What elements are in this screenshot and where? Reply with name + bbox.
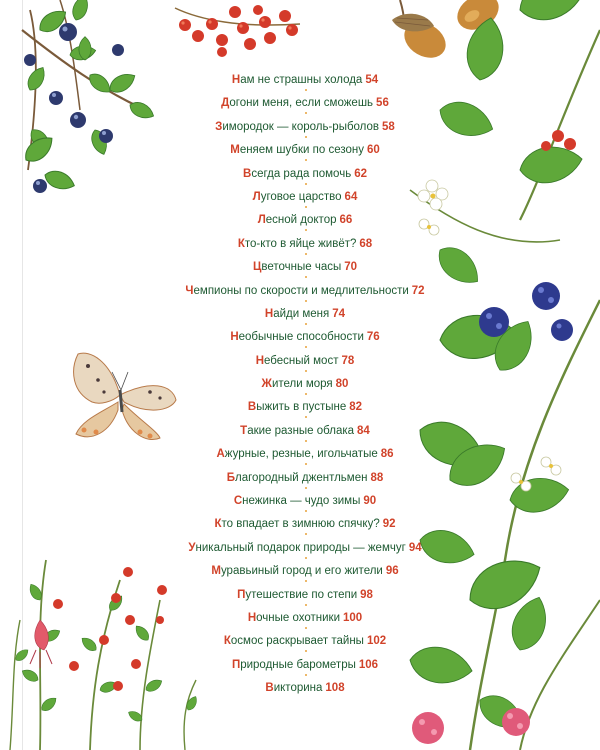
toc-entry-initial: Н — [255, 354, 265, 367]
toc-entry[interactable] — [140, 423, 470, 446]
toc-entry-initial: М — [211, 565, 221, 578]
toc-entry[interactable] — [140, 142, 470, 165]
toc-entry-page: 80 — [335, 378, 349, 391]
toc-entry[interactable] — [140, 540, 470, 563]
dot-separator — [305, 604, 307, 606]
toc-entry[interactable] — [140, 189, 470, 212]
dot-separator — [305, 580, 307, 582]
toc-entry[interactable] — [140, 493, 470, 516]
toc-entry-initial: В — [265, 682, 274, 695]
toc-entry-initial: Н — [264, 307, 274, 320]
toc-entry[interactable] — [140, 353, 470, 376]
toc-entry[interactable] — [140, 259, 470, 282]
dot-separator — [305, 393, 307, 395]
dot-separator — [305, 487, 307, 489]
toc-entry[interactable] — [140, 399, 470, 422]
toc-entry-initial: Н — [230, 331, 239, 344]
dot-separator — [305, 229, 307, 231]
dot-separator — [305, 370, 307, 372]
toc-entry-title: нежинка — чудо зимы — [242, 495, 361, 508]
toc-entry[interactable] — [140, 516, 470, 539]
toc-entry-page: 76 — [366, 331, 380, 344]
dot-separator — [305, 253, 307, 255]
toc-entry-initial: П — [231, 658, 241, 671]
toc-entry[interactable] — [140, 563, 470, 586]
toc-entry-page: 68 — [359, 237, 373, 250]
dot-separator — [305, 510, 307, 512]
toc-entry[interactable] — [140, 212, 470, 235]
toc-entry-title: никальный подарок природы — жемчуг — [195, 541, 406, 554]
toc-entry[interactable] — [140, 119, 470, 142]
dot-separator — [305, 463, 307, 465]
dot-separator — [305, 650, 307, 652]
toc-entry-title: то впадает в зимнюю спячку? — [221, 518, 380, 531]
toc-entry-title: емпионы по скорости и медлительности — [193, 284, 409, 297]
toc-entry[interactable] — [140, 446, 470, 469]
toc-entry-title: лагородный джентльмен — [235, 471, 368, 484]
toc-entry-title: утешествие по степи — [245, 588, 358, 601]
toc-entry-title: уравьиный город и его жители — [220, 565, 383, 578]
toc-entry-title: осмос раскрывает тайны — [230, 635, 364, 648]
toc-entry[interactable] — [140, 306, 470, 329]
dot-separator — [305, 300, 307, 302]
toc-entry[interactable] — [140, 236, 470, 259]
toc-entry-page: 92 — [382, 518, 396, 531]
toc-entry-page: 86 — [380, 448, 394, 461]
toc-entry-page: 108 — [325, 682, 345, 695]
dot-separator — [305, 323, 307, 325]
toc-entry-title: сегда рада помочь — [251, 167, 352, 180]
toc-entry-page: 62 — [354, 167, 367, 180]
toc-entry-title: ам не страшны холода — [240, 74, 363, 86]
toc-entry-initial: Л — [252, 190, 261, 203]
toc-entry-page: 64 — [344, 190, 358, 203]
dot-separator — [305, 112, 307, 114]
toc-entry-title: ебесный мост — [264, 354, 339, 367]
toc-entry-page: 54 — [365, 74, 379, 86]
toc-entry-initial: К — [223, 635, 231, 648]
toc-entry-page: 56 — [376, 97, 389, 110]
dot-separator — [305, 416, 307, 418]
toc-entry-title: журные, резные, игольчатые — [224, 448, 378, 461]
toc-entry[interactable] — [140, 470, 470, 493]
dot-separator — [305, 159, 307, 161]
toc-entry-page: 100 — [343, 611, 363, 624]
dot-separator — [305, 276, 307, 278]
toc-entry[interactable] — [140, 633, 470, 656]
toc-entry[interactable] — [140, 376, 470, 399]
toc-entry-page: 60 — [366, 144, 380, 157]
toc-entry-page: 90 — [363, 495, 377, 508]
toc-entry-initial: Ц — [252, 261, 262, 274]
toc-entry-title: имородок — король-рыболов — [222, 120, 380, 133]
toc-entry-page: 72 — [411, 284, 425, 297]
toc-entry-title: еняем шубки по сезону — [239, 144, 364, 157]
toc-entry-page: 94 — [408, 541, 422, 554]
toc-entry-initial: К — [237, 237, 245, 250]
toc-entry-page: 96 — [385, 565, 399, 578]
toc-entry-page: 98 — [360, 588, 373, 601]
dot-separator — [305, 206, 307, 208]
toc-entry-title: веточные часы — [261, 261, 342, 274]
toc-entry-title: есной доктор — [265, 214, 337, 227]
toc-entry-title: ыжить в пустыне — [256, 401, 347, 414]
toc-entry-title: очные охотники — [256, 611, 340, 624]
toc-entry-initial: Н — [247, 611, 257, 624]
toc-entry-initial: Ч — [185, 284, 194, 297]
toc-entry-title: ители моря — [271, 378, 333, 391]
toc-entry[interactable] — [140, 680, 470, 703]
toc-entry[interactable] — [140, 166, 470, 189]
toc-entry[interactable] — [140, 610, 470, 633]
toc-entry-initial: Б — [226, 471, 235, 484]
dot-separator — [305, 136, 307, 138]
toc-entry-initial: А — [216, 448, 225, 461]
toc-entry-title: айди меня — [273, 307, 330, 320]
toc-entry-title: риродные барометры — [240, 658, 356, 671]
toc-entry[interactable] — [140, 95, 470, 118]
dot-separator — [305, 533, 307, 535]
toc-entry-initial: Ж — [261, 378, 272, 391]
toc-entry-page: 88 — [370, 471, 384, 484]
toc-entry-page: 84 — [357, 424, 370, 437]
toc-entry-initial: У — [188, 541, 196, 554]
toc-entry-page: 102 — [366, 635, 387, 648]
toc-entry-initial: В — [243, 167, 252, 180]
dot-separator — [305, 440, 307, 442]
toc-entry[interactable] — [140, 283, 470, 306]
toc-entry-initial: П — [237, 588, 246, 601]
toc-entry-page: 78 — [341, 354, 355, 367]
toc-entry[interactable] — [140, 657, 470, 680]
dot-separator — [305, 674, 307, 676]
rowan-berries-illustration — [175, 5, 300, 57]
toc-entry-initial: З — [215, 120, 223, 133]
dot-separator — [305, 627, 307, 629]
toc-entry-initial: С — [233, 495, 243, 508]
blueberry-branch-illustration — [20, 0, 156, 193]
toc-entry-title: акие разные облака — [247, 424, 355, 437]
toc-entry-page: 70 — [344, 261, 358, 274]
toc-entry-title: уговое царство — [260, 190, 342, 203]
toc-entry-page: 106 — [358, 658, 379, 671]
toc-entry-initial: К — [214, 518, 222, 531]
toc-entry[interactable] — [140, 72, 470, 95]
toc-entry-title: то-кто в яйце живёт? — [244, 237, 357, 250]
toc-entry-title: икторина — [273, 682, 323, 695]
toc-entry-title: еобычные способности — [238, 331, 364, 344]
toc-entry-initial: Д — [221, 97, 230, 110]
toc-entry-page: 74 — [332, 307, 346, 320]
toc-entry-initial: Н — [231, 74, 241, 86]
toc-entry-page: 66 — [339, 214, 353, 227]
toc-entry-initial: Л — [257, 214, 266, 227]
dot-separator — [305, 557, 307, 559]
dot-separator — [305, 183, 307, 185]
toc-entry-page: 58 — [382, 120, 395, 133]
table-of-contents — [140, 72, 470, 704]
dot-separator — [305, 89, 307, 91]
dot-separator — [305, 346, 307, 348]
toc-entry[interactable] — [140, 329, 470, 352]
toc-entry-initial: Т — [240, 424, 248, 437]
toc-entry-initial: М — [230, 144, 240, 157]
toc-entry[interactable] — [140, 587, 470, 610]
toc-entry-page: 82 — [349, 401, 363, 414]
toc-entry-initial: В — [247, 401, 257, 414]
toc-entry-title: огони меня, если сможешь — [229, 97, 374, 110]
